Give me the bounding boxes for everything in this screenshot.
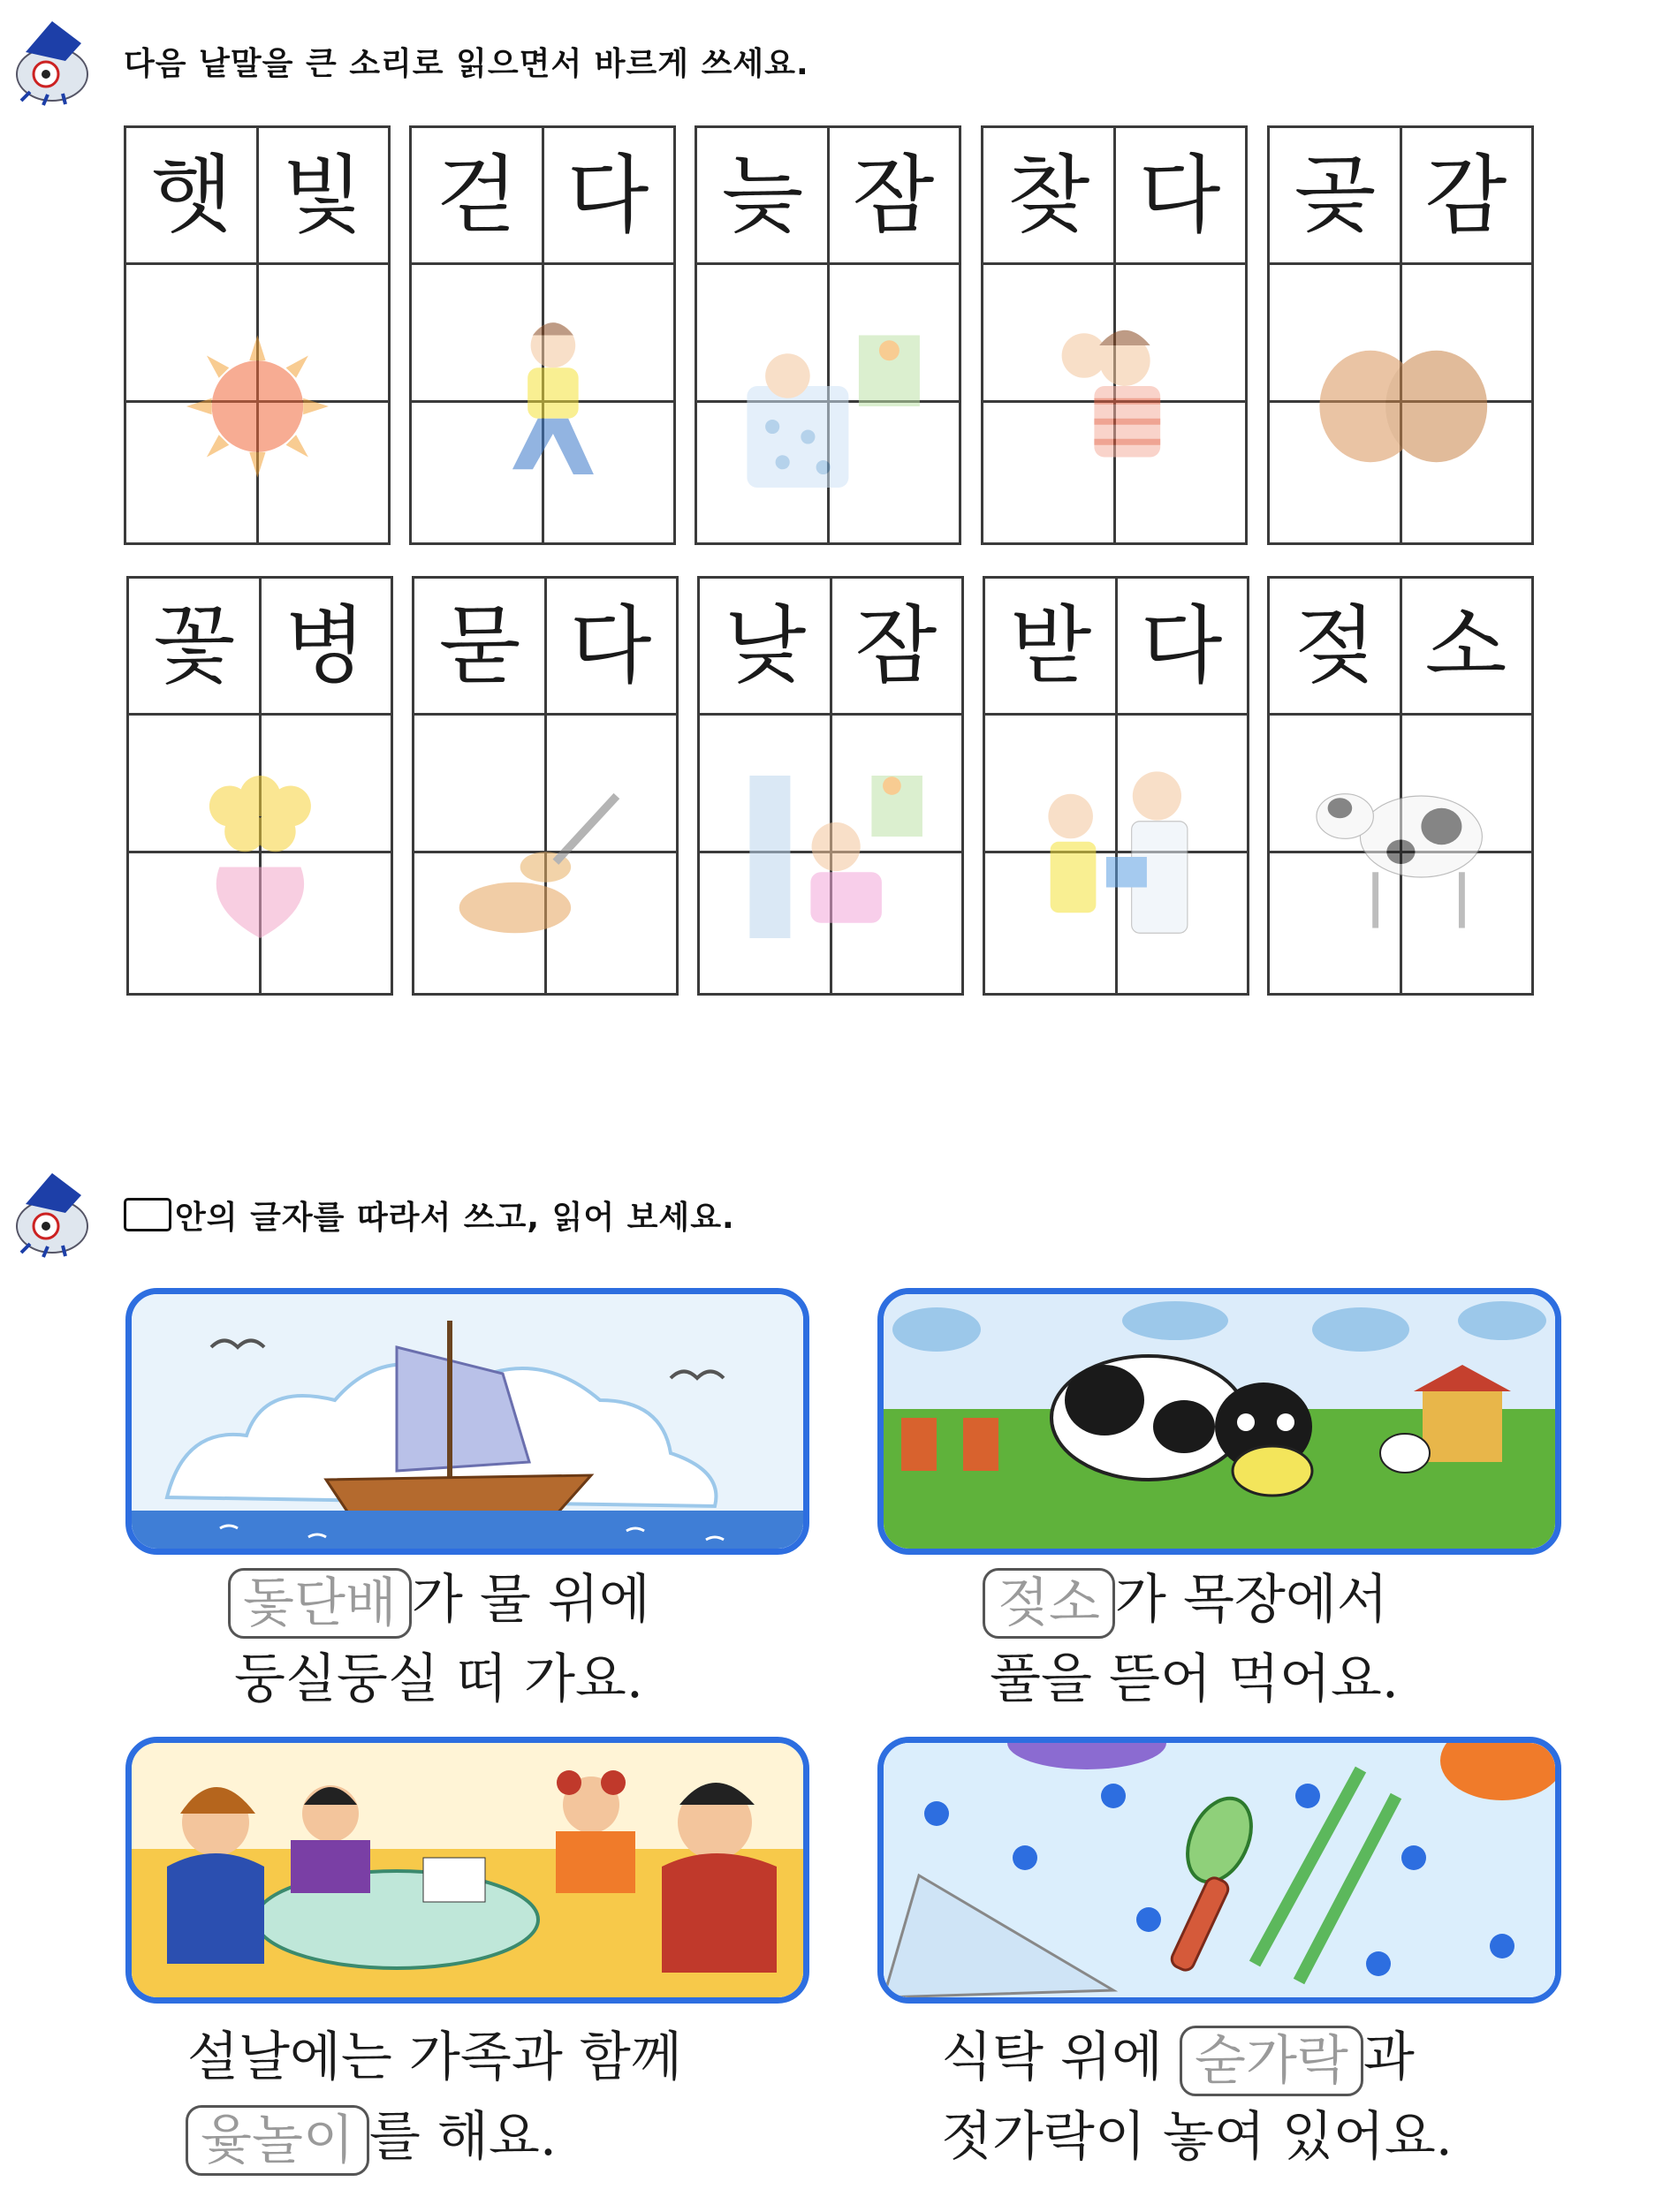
sentence-yut-line1: 설날에는 가족과 함께: [187, 2026, 682, 2088]
dairy-cow-icon: [1296, 755, 1506, 958]
searching-kids-icon: [1010, 305, 1219, 508]
word-card-late-sleep: [695, 125, 961, 545]
word-card-find: [981, 125, 1248, 545]
sentence-text: 가 목장에서: [1114, 1569, 1388, 1631]
syllable: 걷: [436, 146, 519, 245]
sun-icon: [153, 305, 362, 508]
word-card-cow: [1267, 576, 1534, 996]
mascot-icon: [4, 1164, 101, 1261]
napping-child-icon: [726, 755, 936, 958]
syllable: 병: [284, 596, 367, 695]
sentence-cow: [983, 1560, 1388, 1640]
syllable: 다: [566, 146, 649, 245]
syllable: 햇: [150, 146, 233, 245]
sentence-text: 식탁 위에: [941, 2026, 1163, 2088]
sailboat-scene: [125, 1288, 809, 1555]
syllable: 잠: [854, 596, 937, 695]
syllable: 곶: [1294, 146, 1377, 245]
word-card-persimmon: [1267, 125, 1534, 545]
spoon-chopsticks-scene: [877, 1737, 1561, 2004]
syllable: 빛: [281, 146, 364, 245]
trace-word-box[interactable]: 윷놀이: [186, 2105, 369, 2176]
mascot-icon: [4, 12, 101, 110]
sentence-text: 를 해요.: [368, 2106, 557, 2168]
sentence-text: 과: [1363, 2026, 1415, 2088]
trace-word-box[interactable]: 돛단배: [228, 1568, 412, 1639]
syllable: 다: [1138, 146, 1221, 245]
sentence-yut: [186, 2097, 557, 2177]
walking-boy-icon: [438, 305, 648, 508]
word-card-walk: [409, 125, 676, 545]
section2-instruction: [124, 1193, 735, 1238]
word-card-receive: [983, 576, 1249, 996]
sentence-cow-line2: 풀을 뜯어 먹어요.: [990, 1648, 1399, 1710]
dried-persimmon-icon: [1296, 305, 1506, 508]
syllable: 잠: [852, 146, 935, 245]
sentence-spoon: [941, 2018, 1415, 2097]
syllable: 꽃: [153, 596, 236, 695]
section1-instruction: 다음 낱말을 큰 소리로 읽으면서 바르게 쓰세요.: [124, 46, 809, 82]
flower-vase-icon: [156, 755, 365, 958]
sentence-sailboat: [228, 1560, 650, 1640]
sleeping-child-icon: [724, 305, 933, 508]
syllable: 낮: [724, 596, 807, 695]
sentence-sailboat-line2: 둥실둥실 떠 가요.: [234, 1648, 643, 1710]
syllable: 감: [1424, 146, 1507, 245]
syllable: 다: [1140, 596, 1223, 695]
word-card-vase: [126, 576, 393, 996]
sentence-text: 가 물 위에: [411, 1569, 650, 1631]
trace-word-box[interactable]: 숟가락: [1180, 2026, 1363, 2096]
word-card-nap: [697, 576, 964, 996]
trace-word-box[interactable]: 젖소: [983, 1568, 1115, 1639]
family-yut-game-scene: [125, 1737, 809, 2004]
instruction-text: 안의 글자를 따라서 쓰고, 읽어 보세요.: [175, 1200, 735, 1236]
syllable: 소: [1424, 596, 1507, 695]
syllable: 젖: [1294, 596, 1377, 695]
syllable: 묻: [438, 596, 521, 695]
burying-spoon-icon: [441, 755, 650, 958]
syllable: 받: [1009, 596, 1092, 695]
sentence-spoon-line2: 젓가락이 놓여 있어요.: [941, 2106, 1453, 2168]
syllable: 늦: [721, 146, 804, 245]
syllable: 찾: [1007, 146, 1090, 245]
empty-box-icon: [124, 1198, 171, 1231]
receiving-gift-icon: [1012, 755, 1221, 958]
syllable: 다: [569, 596, 652, 695]
cow-pasture-scene: [877, 1288, 1561, 1555]
word-card-bury: [412, 576, 679, 996]
word-card-sun: [124, 125, 391, 545]
